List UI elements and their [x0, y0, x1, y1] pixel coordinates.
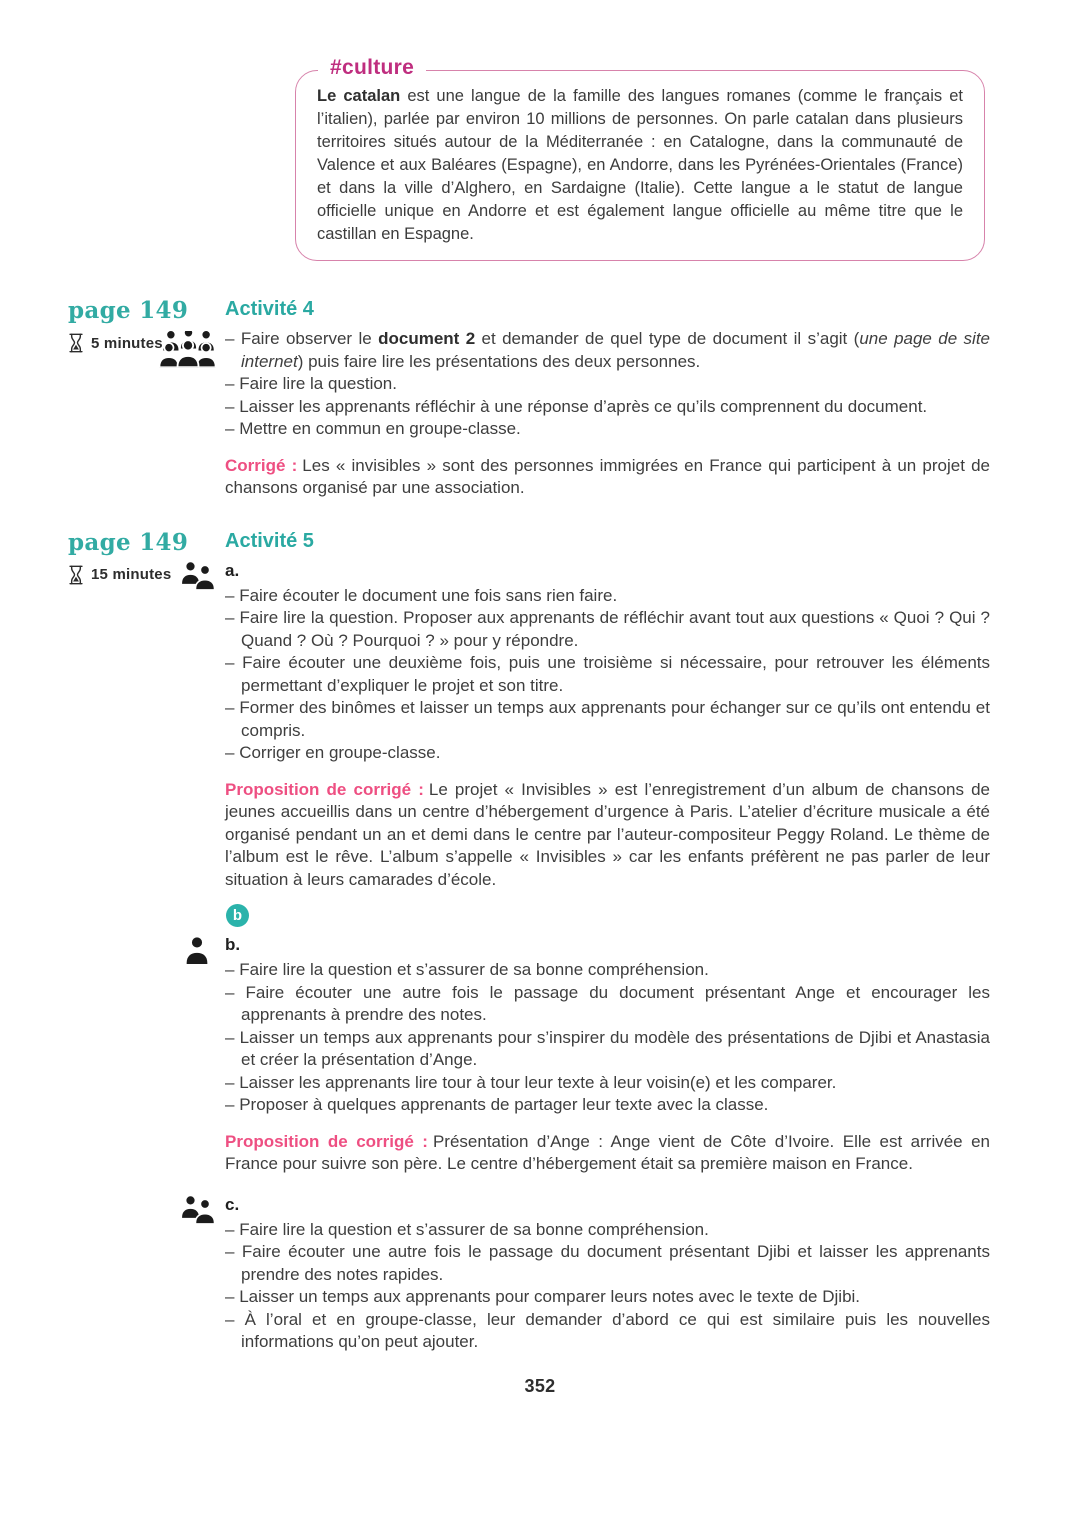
activity-5-body — [225, 529, 990, 1354]
subsection-c-label: c. — [225, 1194, 240, 1214]
group-icon — [157, 331, 220, 382]
activity-4-title: Activité 4 — [225, 298, 314, 320]
item-b-badge-row — [226, 904, 990, 927]
instruction-bullet: – Faire lire la question. Proposer aux apprenants de réfléchir avant tout aux questions « Quoi ? Qui ? Quand ? Où ? Pourquoi ? » pour y répondre. — [225, 608, 990, 650]
instruction-list — [225, 959, 990, 1117]
subsection-b — [225, 934, 990, 1176]
culture-text: est une langue de la famille des langues romanes (comme le français et l’italien), parlée par environ 10 millions de personnes. On parle catalan dans plusieurs territoires situés autour de la Méditerranée : en Catalogne, dans la communauté de Valence et aux Baléares (Espagne), en Andorre, dans les Pyrénées-Orientales (France) et dans la ville d’Alghero, en Sardaigne (Italie). Cette langue a le statut de langue officielle unique en Andorre et est également langue officielle au même titre que le castillan en Espagne. — [317, 87, 963, 243]
answer-paragraph — [225, 1131, 990, 1176]
answer-label: Proposition de corrigé : — [225, 1131, 428, 1151]
answer-paragraph — [225, 455, 990, 500]
instruction-bullet: – Faire écouter une autre fois le passage du document présentant Ange et encourager les apprenants à prendre des notes. — [225, 982, 990, 1024]
instruction-bullet: – Mettre en commun en groupe-classe. — [225, 419, 521, 438]
page-reference-4 — [68, 297, 225, 500]
answer-label: Corrigé : — [225, 455, 298, 475]
guide-page — [0, 56, 1080, 1535]
person-icon — [184, 936, 210, 969]
subsection-a — [225, 560, 990, 892]
instruction-bullet: – Faire observer le document 2 et demander de quel type de document il s’agit (une page de site internet) puis faire lire les présentations des deux personnes. — [225, 329, 991, 371]
instruction-bullet: – Former des binômes et laisser un temps aux apprenants pour échanger sur ce qu’ils ont entendu et compris. — [225, 698, 990, 740]
instruction-list — [225, 585, 990, 765]
duration-label: 5 minutes — [91, 334, 163, 352]
instruction-bullet: – Laisser un temps aux apprenants pour s’inspirer du modèle des présentations de Djibi et Anastasia et créer la présentation d’Ange. — [225, 1027, 990, 1069]
instruction-bullet: – À l’oral et en groupe-classe, leur demander d’abord ce qui est similaire puis les nouvelles informations qu’on peut ajouter. — [225, 1309, 990, 1351]
instruction-bullet: – Laisser un temps aux apprenants pour comparer leurs notes avec le texte de Djibi. — [225, 1287, 861, 1306]
answer-text: Les « invisibles » sont des personnes immigrées en France qui participent à un projet de chansons organisé par une association. — [225, 455, 990, 497]
instruction-bullet: – Faire lire la question et s’assurer de sa bonne compréhension. — [225, 1219, 709, 1239]
duration-label: 15 minutes — [91, 566, 172, 583]
page-number: 352 — [524, 1375, 556, 1396]
instruction-bullet: – Proposer à quelques apprenants de partager leur texte avec la classe. — [225, 1095, 769, 1114]
hourglass-icon — [68, 333, 84, 353]
instruction-list — [225, 328, 990, 441]
instruction-bullet: – Faire lire la question. — [225, 374, 397, 393]
instruction-bullet: – Faire écouter une deuxième fois, puis une troisième si nécessaire, pour retrouver les éléments permettant d’expliquer le projet et son titre. — [225, 653, 990, 695]
page-footer — [0, 1376, 1080, 1397]
instruction-bullet: – Laisser les apprenants réfléchir à une réponse d’après ce qu’ils comprennent du document. — [225, 396, 928, 416]
subsection-a-label: a. — [225, 560, 240, 580]
culture-title: #culture — [318, 56, 426, 80]
pair-icon — [180, 1195, 218, 1230]
answer-paragraph — [225, 779, 990, 892]
activity-5-section — [0, 529, 1080, 1354]
activity-5-title: Activité 5 — [225, 529, 314, 552]
subsection-c — [225, 1194, 990, 1354]
instruction-bullet: – Corriger en groupe-classe. — [225, 743, 441, 762]
subsection-b-label: b. — [225, 935, 241, 954]
page-label: page 149 — [68, 528, 189, 556]
instruction-list — [225, 1219, 990, 1354]
activity-4-instructions — [225, 328, 990, 500]
answer-label: Proposition de corrigé : — [225, 779, 424, 799]
culture-body — [317, 85, 963, 246]
page-label: page 149 — [68, 297, 189, 324]
answer-text: Le projet « Invisibles » est l’enregistrement d’un album de chansons de jeunes accueillis dans un centre d’hébergement d’urgence à Paris. L’atelier d’écriture musicale a été organisé pendant un an et demi dans le centre par l’auteur-compositeur Peggy Roland. Le thème de l’album est le rêve. L’album s’appelle « Invisibles » car les enfants préfèrent ne pas parler de leur situation à leurs camarades d’école. — [225, 779, 990, 889]
culture-box — [295, 56, 985, 261]
hourglass-icon — [68, 565, 84, 585]
answer-text: Présentation d’Ange : Ange vient de Côte d’Ivoire. Elle est arrivée en France pour suivre son père. Le centre d’hébergement était sa première maison en France. — [225, 1131, 990, 1173]
activity-4-section — [0, 297, 1080, 500]
instruction-bullet: – Faire écouter une autre fois le passage du document présentant Djibi et laisser les apprenants prendre des notes rapides. — [225, 1242, 990, 1284]
instruction-bullet: – Laisser les apprenants lire tour à tour leur texte à leur voisin(e) et les comparer. — [225, 1072, 837, 1092]
instruction-bullet: – Faire lire la question et s’assurer de sa bonne compréhension. — [225, 960, 709, 979]
culture-lead-bold: Le catalan — [317, 87, 401, 105]
audio-item-b-badge: b — [226, 904, 249, 927]
pair-icon — [180, 561, 218, 596]
activity-4-body — [225, 297, 990, 500]
instruction-bullet: – Faire écouter le document une fois sans rien faire. — [225, 585, 618, 605]
